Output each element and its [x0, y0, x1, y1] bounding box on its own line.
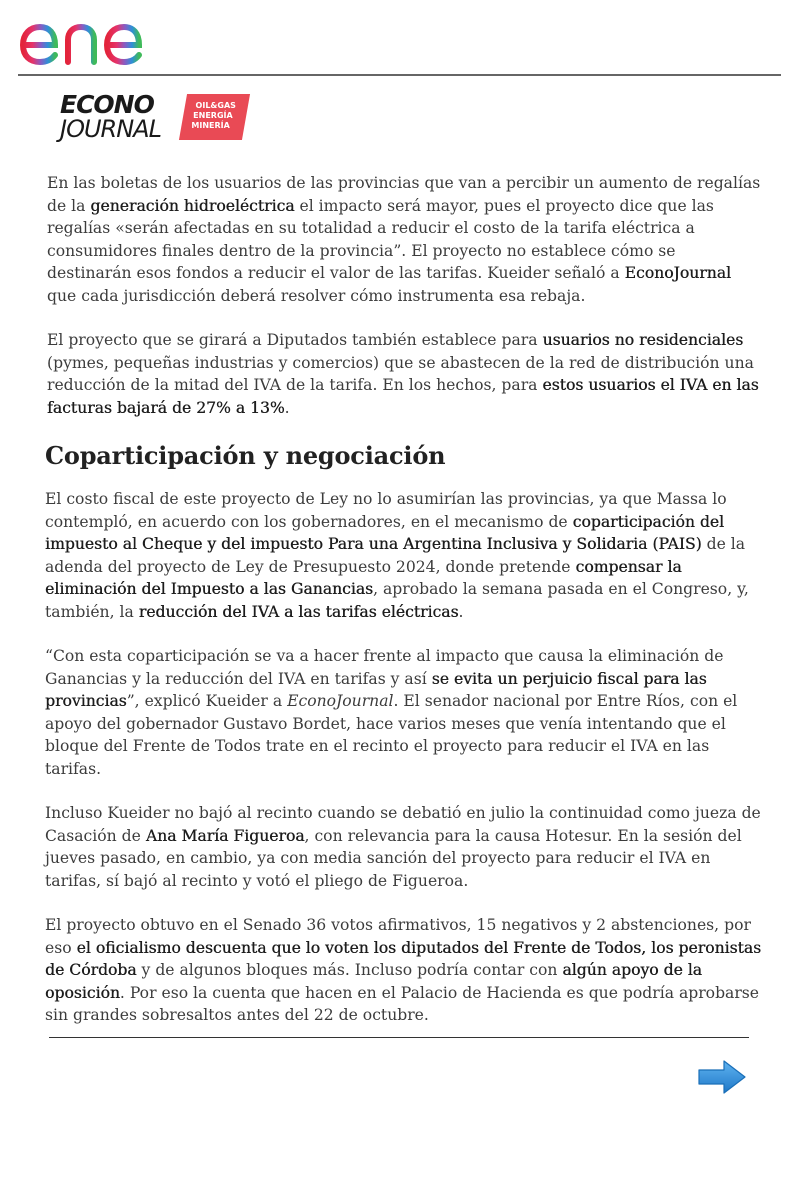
p6-bold-oficialismo: el oficialismo descuenta que lo voten los diputados del Frente de Todos, los peronistas de Córdoba: [45, 938, 762, 979]
p6-text-1: El proyecto obtuvo en el Senado 36 votos afirmativos, 15 negativos y 2 abstenciones, por eso: [45, 916, 751, 957]
p3-bold-reduccion-iva: reducción del IVA a las tarifas eléctricas: [138, 602, 459, 621]
p5-text-2: , con relevancia para la causa Hotesur. En la sesión del jueves pasado, en cambio, ya con media sanción del proyecto para reducir el IVA en tarifas, sí bajó al recinto y votó el pliego de Figueroa.: [45, 826, 742, 890]
p1-text-2: el impacto será mayor, pues el proyecto dice que las regalías «serán afectadas en su totalidad a reducir el costo de la tarifa eléctrica a consumidores finales dentro de la provincia”. El proyecto no establece cómo se destinarán esos fondos a reducir el valor de las tarifas. Kueider señaló a: [47, 196, 714, 282]
p1-bold-econojournal: EconoJournal: [624, 264, 731, 282]
paragraph-3: [45, 488, 765, 623]
p4-text-3: . El senador nacional por Entre Ríos, con el apoyo del gobernador Gustavo Bordet, hace varios meses que venía intentando que el bloque del Frente de Todos trate en el recinto el proyecto para reducir el IVA en las tarifas.: [45, 692, 738, 778]
p3-bold-coparticipacion: coparticipación del impuesto al Cheque y del impuesto Para una Argentina Inclusiva y Solidaria (PAIS): [45, 512, 725, 553]
p2-text-1: El proyecto que se girará a Diputados también establece para: [47, 331, 543, 349]
p2-bold-iva: estos usuarios el IVA en las facturas bajará de 27% a 13%: [47, 376, 759, 417]
p6-bold-oposicion: algún apoyo de la oposición: [45, 961, 702, 1002]
enel-logo: [18, 4, 180, 68]
header-divider: [18, 74, 781, 76]
logo-econo-text: ECONO: [60, 90, 154, 119]
tag-line-mineria: MINERÍA: [191, 121, 230, 130]
econojournal-logo: [60, 92, 260, 144]
p3-bold-ganancias: compensar la eliminación del Impuesto a las Ganancias: [45, 557, 682, 598]
p4-text-1: “Con esta coparticipación se va a hacer frente al impacto que causa la eliminación de Ganancias y la reducción del IVA en tarifas y así: [45, 647, 724, 688]
p4-bold-perjuicio: se evita un perjuicio fiscal para las provincias: [45, 669, 707, 710]
p4-text-2: ”, explicó Kueider a: [126, 692, 288, 710]
p1-text-3: que cada jurisdicción deberá resolver cómo instrumenta esa rebaja.: [47, 286, 586, 305]
p1-bold-hidroelectrica: generación hidroeléctrica: [90, 196, 295, 215]
p3-text-3: , aprobado la semana pasada en el Congreso, y, también, la: [45, 580, 749, 621]
p5-text-1: Incluso Kueider no bajó al recinto cuando se debatió en julio la continuidad como jueza de Casación de: [45, 804, 761, 845]
paragraph-6: [45, 914, 765, 1027]
paragraph-5: [45, 802, 765, 892]
p6-text-3: . Por eso la cuenta que hacen en el Palacio de Hacienda es que podría aprobarse sin grandes sobresaltos antes del 22 de octubre.: [45, 983, 760, 1024]
tag-line-energia: ENERGÍA: [193, 111, 233, 120]
p3-text-1: El costo fiscal de este proyecto de Ley no lo asumirían las provincias, ya que Massa lo contempló, en acuerdo con los gobernadores, en el mecanismo de: [45, 490, 727, 531]
p4-italic-econojournal: EconoJournal: [287, 692, 394, 710]
section-heading: Coparticipación y negociación: [45, 441, 446, 470]
paragraph-4: [45, 645, 765, 780]
p2-text-3: .: [284, 398, 290, 417]
p2-text-2: (pymes, pequeñas industrias y comercios) que se abastecen de la red de distribución una reducción de la mitad del IVA de la tarifa. En los hechos, para: [47, 353, 754, 394]
article-body: [45, 172, 765, 1049]
p3-text-4: .: [458, 602, 464, 621]
p3-text-2: de la adenda del proyecto de Ley de Presupuesto 2024, donde pretende: [45, 535, 746, 576]
footer-divider: [49, 1037, 749, 1038]
p5-bold-figueroa: Ana María Figueroa: [145, 826, 305, 845]
p6-text-2: y de algunos bloques más. Incluso podría contar con: [136, 961, 563, 979]
paragraph-1: [45, 172, 765, 307]
logo-sector-tag: [179, 94, 250, 140]
next-arrow-icon[interactable]: [696, 1058, 748, 1096]
paragraph-2: [45, 329, 765, 419]
p2-bold-usuarios: usuarios no residenciales: [542, 331, 744, 349]
tag-line-oilgas: OIL&GAS: [195, 101, 236, 110]
logo-journal-text: JOURNAL: [60, 115, 161, 143]
p1-text-1: En las boletas de los usuarios de las provincias que van a percibir un aumento de regalías de la: [47, 174, 761, 215]
